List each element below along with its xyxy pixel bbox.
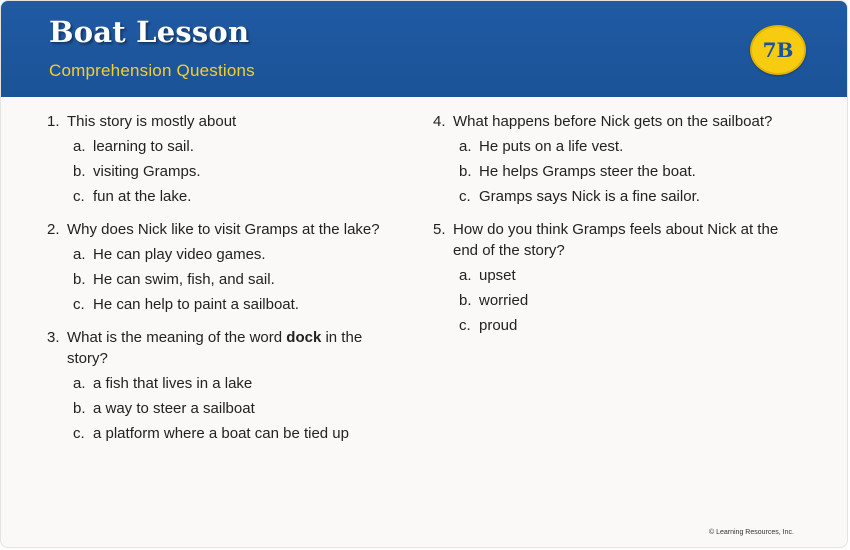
page-subtitle: Comprehension Questions	[49, 61, 255, 80]
answer-choices	[73, 373, 407, 444]
level-badge-label: 7B	[762, 38, 794, 62]
answer-choice	[459, 161, 803, 182]
choice-text: He helps Gramps steer the boat.	[479, 163, 696, 180]
answer-choice	[73, 244, 407, 265]
answer-choice	[459, 315, 803, 336]
choice-text: a fish that lives in a lake	[93, 375, 253, 392]
choice-letter: b.	[459, 292, 472, 309]
question-text-part: What is the meaning of the word	[67, 329, 287, 346]
answer-choice	[459, 290, 803, 311]
choice-text: upset	[479, 267, 516, 284]
level-badge	[750, 25, 806, 75]
answer-choice	[459, 186, 803, 207]
choice-letter: b.	[73, 163, 86, 180]
question-1	[47, 111, 407, 207]
answer-choice	[73, 373, 407, 394]
choice-letter: c.	[73, 425, 85, 442]
choice-letter: c.	[73, 296, 85, 313]
choice-letter: a.	[459, 138, 472, 155]
choice-letter: a.	[73, 138, 86, 155]
choice-text: a way to steer a sailboat	[93, 400, 255, 417]
choice-text: He can help to paint a sailboat.	[93, 296, 299, 313]
question-4	[433, 111, 803, 207]
choice-text: learning to sail.	[93, 138, 194, 155]
answer-choice	[459, 265, 803, 286]
choice-text: worried	[479, 292, 529, 309]
question-number: 3.	[47, 329, 60, 346]
choice-text: proud	[479, 317, 518, 334]
choice-text: a platform where a boat can be tied up	[93, 425, 349, 442]
question-text: What happens before Nick gets on the sailboat?	[453, 113, 773, 130]
answer-choices	[459, 265, 803, 336]
choice-text: Gramps says Nick is a fine sailor.	[479, 188, 700, 205]
card-header	[1, 1, 847, 97]
choice-letter: c.	[73, 188, 85, 205]
choice-letter: b.	[459, 163, 472, 180]
question-number: 5.	[433, 221, 446, 238]
answer-choice	[73, 269, 407, 290]
choice-text: visiting Gramps.	[93, 163, 201, 180]
questions-left-column	[47, 111, 407, 456]
choice-text: fun at the lake.	[93, 188, 192, 205]
question-number: 4.	[433, 113, 446, 130]
choice-letter: b.	[73, 400, 86, 417]
question-text: Why does Nick like to visit Gramps at the lake?	[67, 221, 380, 238]
question-5	[433, 219, 803, 336]
choice-letter: a.	[459, 267, 472, 284]
question-3	[47, 327, 407, 444]
question-number: 2.	[47, 221, 60, 238]
answer-choice	[73, 294, 407, 315]
question-number: 1.	[47, 113, 60, 130]
answer-choice	[73, 136, 407, 157]
choice-text: He can swim, fish, and sail.	[93, 271, 275, 288]
choice-text: He can play video games.	[93, 246, 266, 263]
choice-letter: a.	[73, 246, 86, 263]
question-2	[47, 219, 407, 315]
choice-text: He puts on a life vest.	[479, 138, 624, 155]
answer-choice	[73, 161, 407, 182]
question-text	[67, 327, 407, 369]
choice-letter: c.	[459, 317, 471, 334]
page-title: Boat Lesson	[49, 15, 250, 49]
question-text-part: in the story?	[67, 329, 363, 367]
question-text: How do you think Gramps feels about Nick at the end of the story?	[453, 221, 779, 259]
copyright-notice: © Learning Resources, Inc.	[709, 529, 794, 536]
answer-choice	[73, 186, 407, 207]
answer-choice	[73, 423, 407, 444]
answer-choices	[459, 136, 803, 207]
question-keyword: dock	[286, 329, 322, 346]
answer-choice	[73, 398, 407, 419]
questions-right-column	[433, 111, 803, 348]
choice-letter: c.	[459, 188, 471, 205]
answer-choices	[73, 136, 407, 207]
question-text: This story is mostly about	[67, 113, 237, 130]
answer-choice	[459, 136, 803, 157]
choice-letter: b.	[73, 271, 86, 288]
answer-choices	[73, 244, 407, 315]
choice-letter: a.	[73, 375, 86, 392]
